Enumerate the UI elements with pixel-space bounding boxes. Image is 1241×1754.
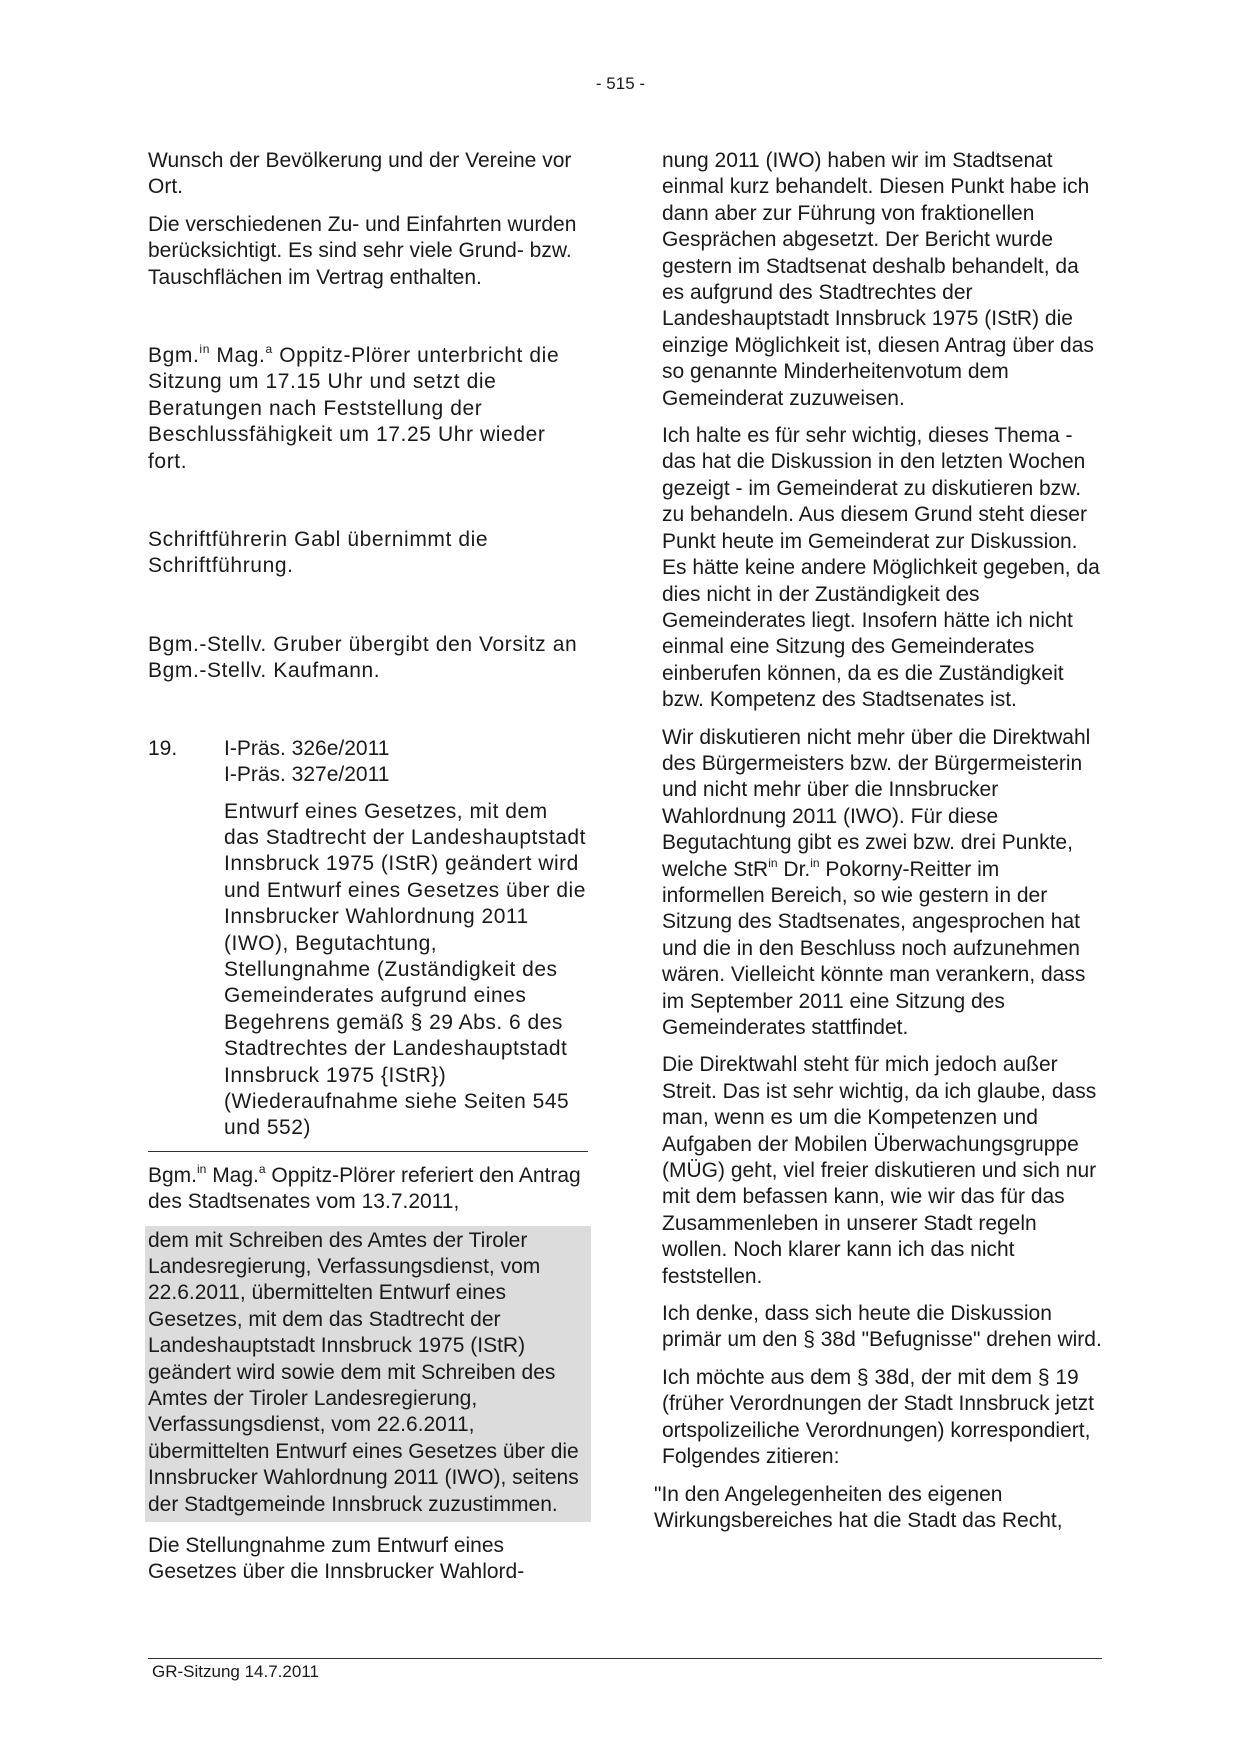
secretary-note: Schriftführerin Gabl übernimmt die Schriftführung. <box>148 528 489 578</box>
paragraph: Wir diskutieren nicht mehr über die Direktwahl des Bürgermeisters bzw. der Bürgermeisterin und nicht mehr über die Innsbrucker Wahlordnung 2011 (IWO). Für diese Begutachtung gibt es zwei bzw. drei Punkte, welche StR$^{in}$ Dr.$^{in}$ Pokorny-Reitter im informellen Bereich, so wie gestern in der Sitzung des Stadtsenates, angesprochen hat und die in den Beschluss noch aufzunehmen wären. Vielleicht könnte man verankern, dass im September 2011 eine Sitzung des Gemeinderates stattfindet. <box>662 725 1091 1039</box>
paragraph: Ich denke, dass sich heute die Diskussion primär um den § 38d "Befugnisse" drehen wird. <box>662 1302 1102 1352</box>
agenda-item-reference: I-Präs. 326e/2011 <box>224 736 390 760</box>
agenda-item <box>148 736 588 1142</box>
footer-divider <box>148 1658 1102 1659</box>
divider <box>148 1151 588 1152</box>
left-column <box>148 148 588 1586</box>
paragraph: Wunsch der Bevölkerung und der Vereine vor Ort. <box>148 149 572 199</box>
paragraph: nung 2011 (IWO) haben wir im Stadtsenat einmal kurz behandelt. Diesen Punkt habe ich dann aber zur Führung von fraktionellen Gesprächen abgesetzt. Der Bericht wurde gestern im Stadtsenat deshalb behandelt, da es aufgrund des Stadtrechtes der Landeshauptstadt Innsbruck 1975 (IStR) die einzige Möglichkeit ist, diesen Antrag über das so genannte Minderheitenvotum dem Gemeinderat zuzuweisen. <box>662 149 1094 410</box>
agenda-item-title: Entwurf eines Gesetzes, mit dem das Stadtrecht der Landeshauptstadt Innsbruck 1975 (IStR) geändert wird und Entwurf eines Gesetzes über die Innsbrucker Wahlordnung 2011 (IWO), Begutachtung, Stellungnahme (Zuständigkeit des Gemeinderates aufgrund eines Begehrens gemäß § 29 Abs. 6 des Stadtrechtes der Landeshauptstadt Innsbruck 1975 {IStR}) (Wiederaufnahme siehe Seiten 545 und 552) <box>224 799 586 1140</box>
paragraph: Ich möchte aus dem § 38d, der mit dem § 19 (früher Verordnungen der Stadt Innsbruck jetzt ortspolizeiliche Verordnungen) korrespondiert, Folgendes zitieren: <box>662 1365 1094 1469</box>
paragraph: Die Stellungnahme zum Entwurf eines Gesetzes über die Innsbrucker Wahlord- <box>148 1534 525 1584</box>
footer-session-label: GR-Sitzung 14.7.2011 <box>152 1662 319 1681</box>
paragraph: Die Direktwahl steht für mich jedoch außer Streit. Das ist sehr wichtig, da ich glaube, dass man, wenn es um die Kompetenzen und Aufgaben der Mobilen Überwachungsgruppe (MÜG) geht, viel freier diskutieren und sich nur mit dem befassen kann, wie wir das für das Zusammenleben in unserer Stadt regeln wollen. Noch klarer kann ich das nicht feststellen. <box>662 1053 1097 1288</box>
page-number: - 515 - <box>595 74 646 93</box>
session-interruption-note: Bgm.$^{in}$ Mag.$^a$ Oppitz-Plörer unterbricht die Sitzung um 17.15 Uhr und setzt die Beratungen nach Feststellung der Beschlussfähigkeit um 17.25 Uhr wieder fort. <box>148 342 560 473</box>
paragraph: Ich halte es für sehr wichtig, dieses Thema - das hat die Diskussion in den letzten Wochen gezeigt - im Gemeinderat zu diskutieren bzw. zu behandeln. Aus diesem Grund steht dieser Punkt heute im Gemeinderat zur Diskussion. Es hätte keine andere Möglichkeit gegeben, da dies nicht in der Zuständigkeit des Gemeinderates liegt. Insofern hätte ich nicht einmal eine Sitzung des Gemeinderates einberufen können, da es die Zuständigkeit bzw. Kompetenz des Stadtsenates ist. <box>662 424 1100 712</box>
chair-handover-note: Bgm.-Stellv. Gruber übergibt den Vorsitz an Bgm.-Stellv. Kaufmann. <box>148 632 578 683</box>
paragraph: Die verschiedenen Zu- und Einfahrten wurden berücksichtigt. Es sind sehr viele Grund- bzw. Tauschflächen im Vertrag enthalten. <box>148 212 577 289</box>
right-column <box>654 148 1102 1534</box>
quotation: "In den Angelegenheiten des eigenen Wirkungsbereiches hat die Stadt das Recht, <box>654 1482 1063 1532</box>
agenda-item-number: 19. <box>148 736 178 760</box>
motion-text-highlight: dem mit Schreiben des Amtes der Tiroler Landesregierung, Verfassungsdienst, vom 22.6.2011, übermittelten Entwurf eines Gesetzes, mit dem das Stadtrecht der Landeshauptstadt Innsbruck 1975 (IStR) geändert wird sowie dem mit Schreiben des Amtes der Tiroler Landesregierung, Verfassungsdienst, vom 22.6.2011, übermittelten Entwurf eines Gesetzes über die Innsbrucker Wahlordnung 2011 (IWO), seitens der Stadtgemeinde Innsbruck zuzustimmen. <box>145 1226 591 1522</box>
paragraph: Bgm.$^{in}$ Mag.$^a$ Oppitz-Plörer referiert den Antrag des Stadtsenates vom 13.7.2011, <box>148 1161 581 1214</box>
agenda-item-reference: I-Präs. 327e/2011 <box>224 763 390 787</box>
